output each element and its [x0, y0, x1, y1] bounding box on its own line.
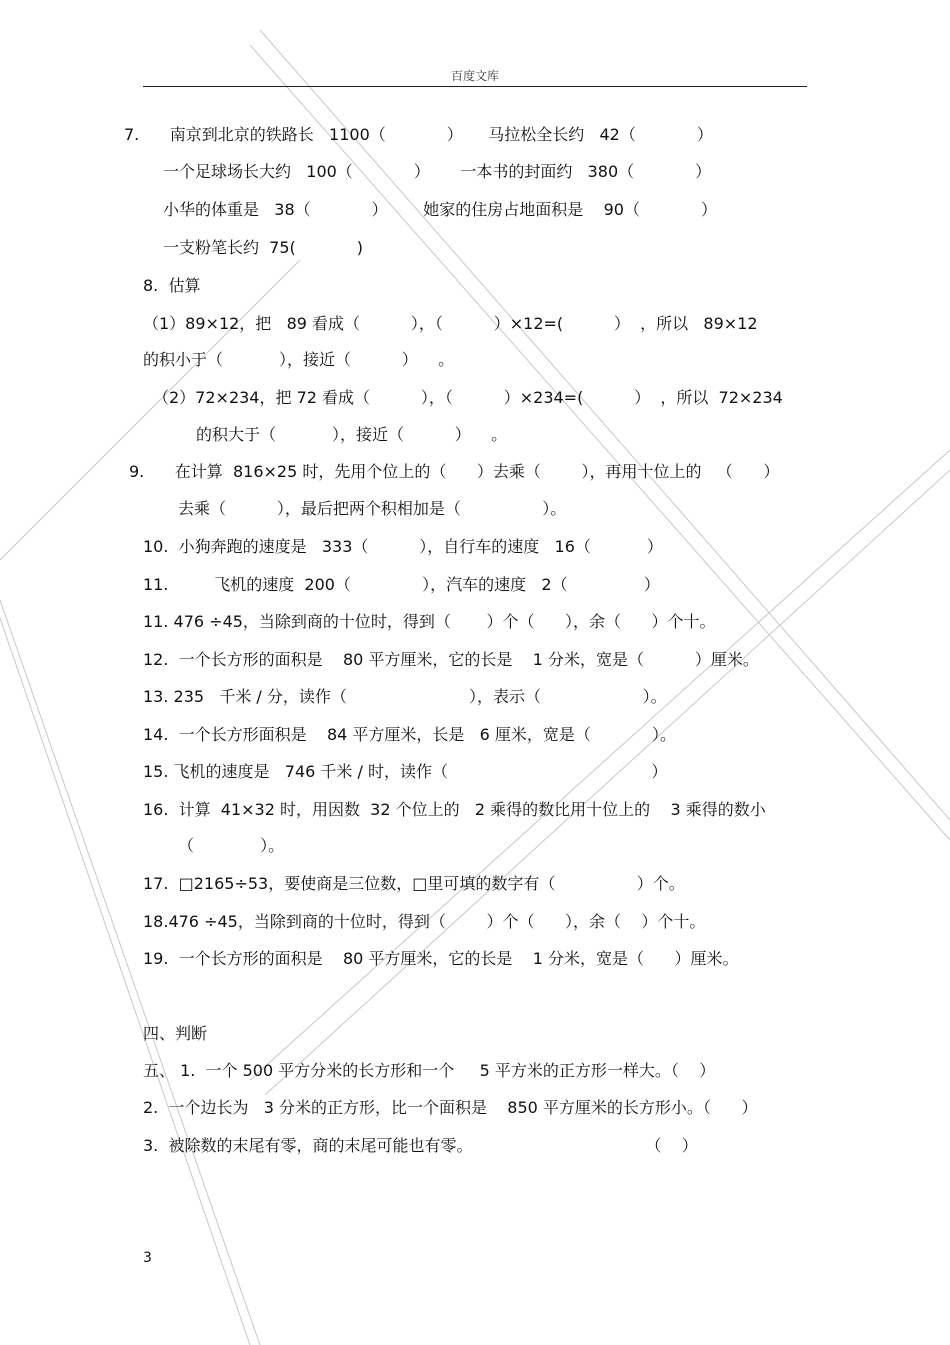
question-7-line-1: 7. 南京到北京的铁路长 1100（ ） 马拉松全长约 42（ ） [124, 125, 713, 144]
question-14: 14. 一个长方形面积是 84 平方厘米，长是 6 厘米，宽是（ ）。 [143, 725, 676, 744]
question-7-line-2: 一个足球场长大约 100（ ） 一本书的封面约 380（ ） [163, 162, 712, 181]
question-8-part-1-line-1: （1）89×12，把 89 看成（ ），（ ）×12=( ） ，所以 89×12 [143, 314, 758, 333]
question-7-line-4: 一支粉笔长约 75( ) [163, 238, 364, 257]
question-16-line-1: 16. 计算 41×32 时，用因数 32 个位上的 2 乘得的数比用十位上的 3 乘得的数小 [143, 800, 766, 819]
page-number: 3 [143, 1250, 152, 1266]
judgement-item-2: 2. 一个边长为 3 分米的正方形，比一个面积是 850 平方厘米的长方形小。（ ） [143, 1098, 758, 1117]
question-9-line-2: 去乘（ ），最后把两个积相加是（ ）。 [178, 499, 567, 518]
question-15: 15. 飞机的速度是 746 千米 / 时，读作（ ） [143, 762, 668, 781]
page-header-title: 百度文库 [450, 69, 499, 83]
question-8-part-2-line-2: 的积大于（ ），接近（ ） 。 [196, 425, 508, 444]
question-19: 19. 一个长方形的面积是 80 平方厘米，它的长是 1 分米，宽是（ ）厘米。 [143, 949, 739, 968]
question-7-line-3: 小华的体重是 38（ ） 她家的住房占地面积是 90（ ） [163, 200, 717, 219]
question-8-part-1-line-2: 的积小于（ ），接近（ ） 。 [143, 350, 455, 369]
question-11-speed: 11. 飞机的速度 200（ ），汽车的速度 2（ ） [143, 575, 660, 594]
question-8-part-2-line-1: （2）72×234，把 72 看成（ ），（ ）×234=( ） ，所以 72×234 [153, 388, 783, 407]
question-11-division: 11. 476 ÷45，当除到商的十位时，得到（ ）个（ ），余（ ）个十。 [143, 612, 716, 631]
judgement-item-1: 五、 1. 一个 500 平方分米的长方形和一个 5 平方米的正方形一样大。（ ） [143, 1061, 716, 1080]
question-16-line-2: （ ）。 [178, 836, 285, 855]
question-17: 17. □2165÷53，要使商是三位数，□里可填的数字有（ ）个。 [143, 874, 685, 893]
header-rule [143, 86, 807, 87]
question-10: 10. 小狗奔跑的速度是 333（ ），自行车的速度 16（ ） [143, 537, 663, 556]
question-12: 12. 一个长方形的面积是 80 平方厘米，它的长是 1 分米，宽是（ ）厘米。 [143, 650, 759, 669]
question-8-heading: 8. 估算 [143, 276, 201, 295]
question-9-line-1: 9. 在计算 816×25 时，先用个位上的（ ）去乘（ ），再用十位上的 （ ） [129, 462, 780, 481]
section-4-heading: 四、判断 [143, 1024, 208, 1043]
question-18: 18.476 ÷45，当除到商的十位时，得到（ ）个（ ），余（ ）个十。 [143, 912, 706, 931]
judgement-item-3: 3. 被除数的末尾有零，商的末尾可能也有零。 （ ） [143, 1136, 698, 1155]
question-13: 13. 235 千米 / 分，读作（ ），表示（ ）。 [143, 687, 667, 706]
